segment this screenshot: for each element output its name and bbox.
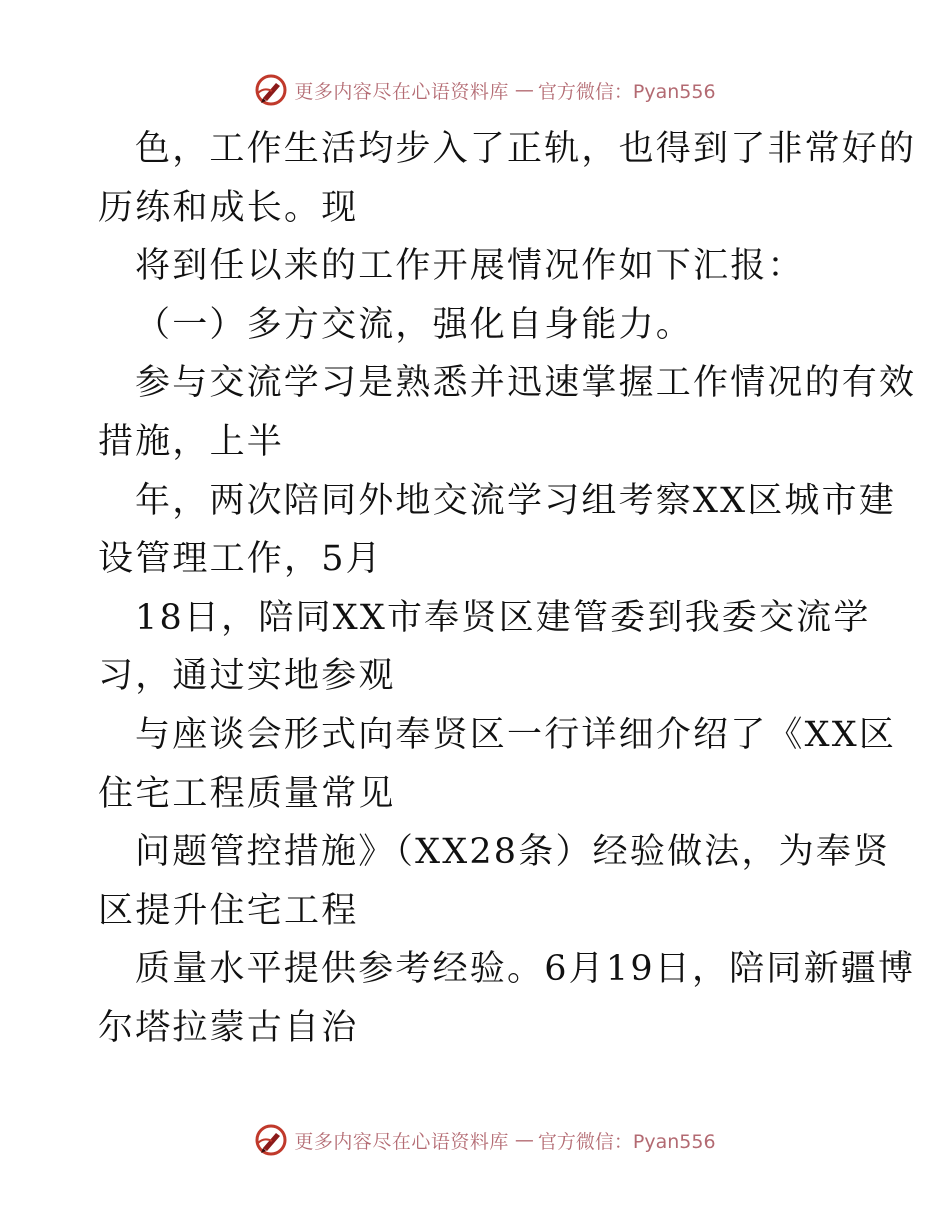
text-line: 18日，陪同XX市奉贤区建管委到我委交流学 (135, 597, 871, 638)
text-line: 住宅工程质量常见 (98, 773, 396, 814)
text-line: 区提升住宅工程 (98, 890, 359, 931)
watermark-contact: 官方微信：Pyan556 (537, 80, 716, 103)
pen-logo-icon (254, 1123, 288, 1157)
watermark-separator: — (514, 79, 532, 101)
text-line: 年，两次陪同外地交流学习组考察XX区城市建 (135, 480, 897, 521)
pen-logo-icon (254, 73, 288, 107)
document-body (98, 120, 917, 1058)
watermark-text: 更多内容尽在心语资料库 (294, 80, 509, 103)
text-line: 习，通过实地参观 (98, 656, 396, 697)
watermark-text: 更多内容尽在心语资料库 (294, 1130, 509, 1153)
text-line: 色，工作生活均步入了正轨，也得到了非常好的 (135, 129, 917, 169)
text-line: 措施，上半 (98, 421, 285, 462)
text-line: 与座谈会形式向奉贤区一行详细介绍了《XX区 (135, 714, 897, 755)
header-watermark (0, 70, 950, 110)
watermark-separator: — (514, 1129, 532, 1151)
text-line: 质量水平提供参考经验。6月19日，陪同新疆博 (135, 949, 916, 990)
text-line: 参与交流学习是熟悉并迅速掌握工作情况的有效 (135, 363, 917, 404)
watermark-contact: 官方微信：Pyan556 (537, 1130, 716, 1153)
text-line: 尔塔拉蒙古自治 (98, 1007, 359, 1048)
footer-watermark (0, 1120, 950, 1160)
text-line: 问题管控措施》（XX28条）经验做法，为奉贤 (135, 832, 891, 873)
text-line: 将到任以来的工作开展情况作如下汇报： (135, 246, 805, 287)
text-line: 历练和成长。现 (98, 187, 359, 228)
text-line: （一）多方交流，强化自身能力。 (135, 304, 694, 345)
text-line: 设管理工作，5月 (98, 539, 383, 580)
